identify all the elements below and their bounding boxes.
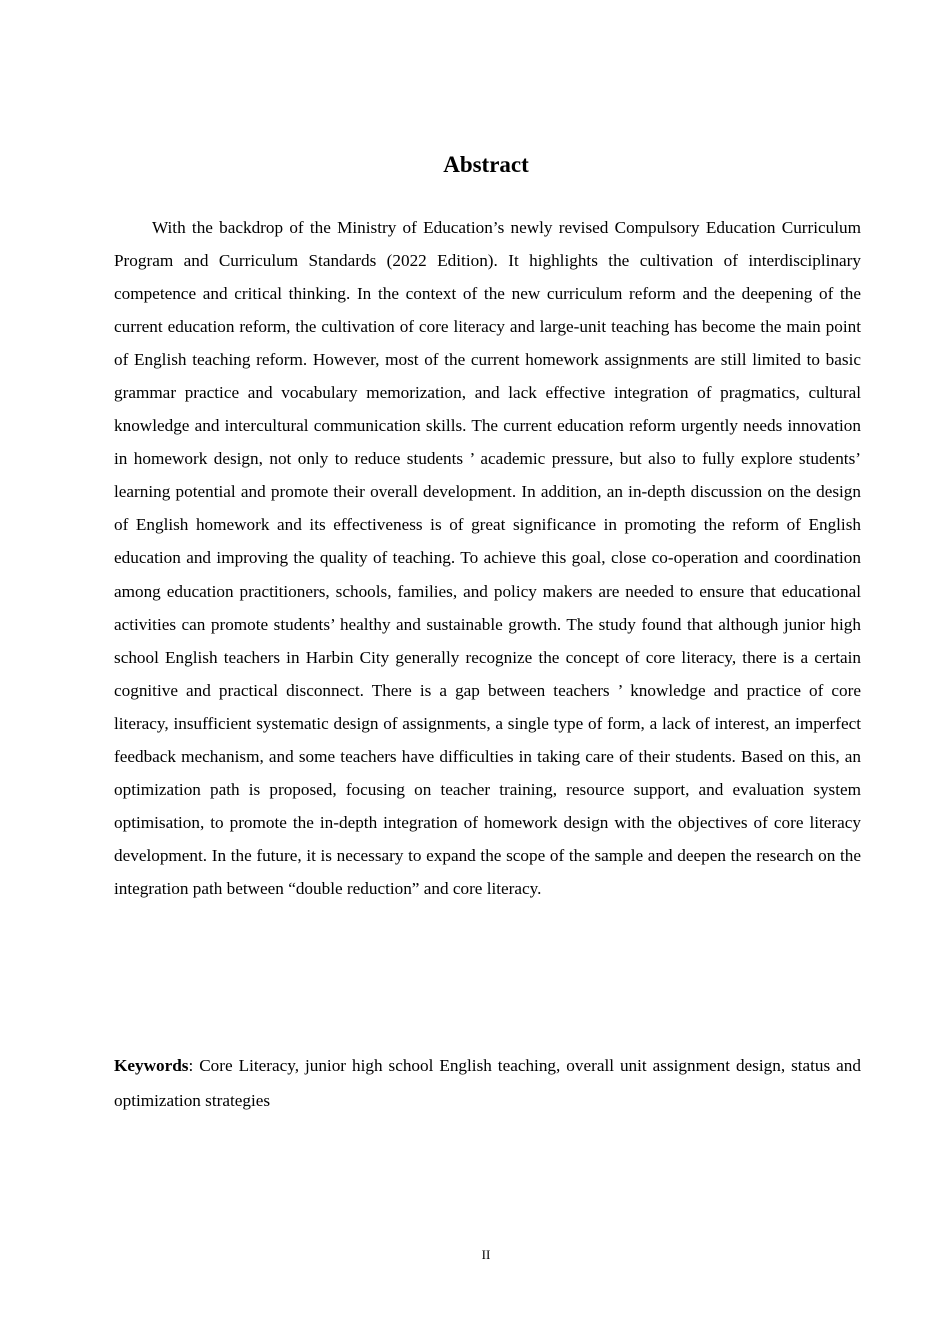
- keywords-separator: :: [188, 1056, 200, 1075]
- keywords-text: Core Literacy, junior high school English teaching, overall unit assignment design, status and optimization strategies: [114, 1056, 861, 1110]
- keywords-paragraph: [114, 1048, 861, 1118]
- abstract-title: Abstract: [443, 152, 529, 177]
- abstract-paragraph: With the backdrop of the Ministry of Education’s newly revised Compulsory Education Curriculum Program and Curriculum Standards (2022 Edition). It highlights the cultivation of interdisciplinary competence and critical thinking. In the context of the new curriculum reform and the deepening of the current education reform, the cultivation of core literacy and large-unit teaching has become the main point of English teaching reform. However, most of the current homework assignments are still limited to basic grammar practice and vocabulary memorization, and lack effective integration of pragmatics, cultural knowledge and intercultural communication skills. The current education reform urgently needs innovation in homework design, not only to reduce students ’ academic pressure, but also to fully explore students’ learning potential and promote their overall development. In addition, an in-depth discussion on the design of English homework and its effectiveness is of great significance in promoting the reform of English education and improving the quality of teaching. To achieve this goal, close co-operation and coordination among education practitioners, schools, families, and policy makers are needed to ensure that educational activities can promote students’ healthy and sustainable growth. The study found that although junior high school English teachers in Harbin City generally recognize the concept of core literacy, there is a certain cognitive and practical disconnect. There is a gap between teachers ’ knowledge and practice of core literacy, insufficient systematic design of assignments, a single type of form, a lack of interest, an imperfect feedback mechanism, and some teachers have difficulties in taking care of their students. Based on this, an optimization path is proposed, focusing on teacher training, resource support, and evaluation system optimisation, to promote the in-depth integration of homework design with the objectives of core literacy development. In the future, it is necessary to expand the scope of the sample and deepen the research on the integration path between “double reduction” and core literacy.: [114, 218, 861, 898]
- page-number: II: [481, 1247, 491, 1262]
- keywords-label: Keywords: [114, 1056, 189, 1075]
